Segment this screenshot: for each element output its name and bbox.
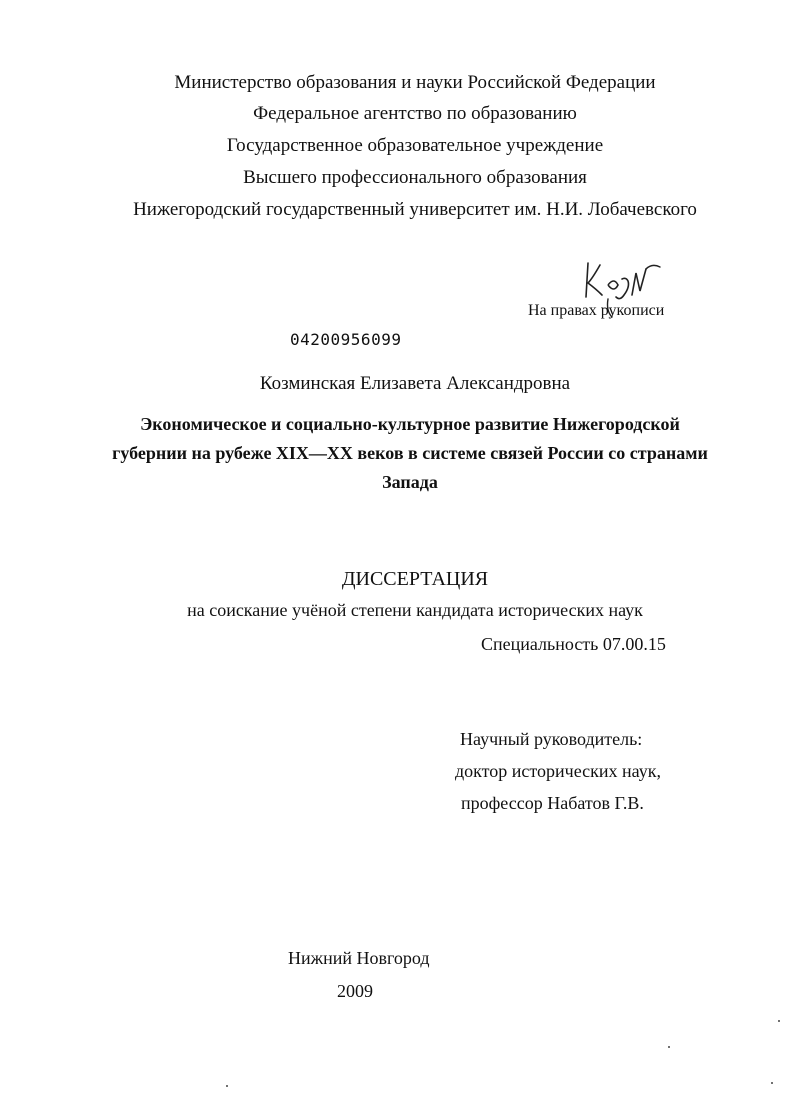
specialty-line: Специальность 07.00.15 xyxy=(481,634,666,654)
advisor-label: Научный руководитель: xyxy=(460,729,643,749)
catalog-number: 04200956099 xyxy=(290,330,402,349)
author-name: Козминская Елизавета Александровна xyxy=(259,373,571,394)
scan-speck xyxy=(778,1020,780,1022)
education-level-line: Высшего профессионального образования xyxy=(243,167,587,188)
scan-speck xyxy=(771,1082,773,1084)
scan-speck xyxy=(668,1046,670,1048)
rights-note: На правах рукописи xyxy=(528,302,665,319)
year: 2009 xyxy=(337,981,373,1001)
city: Нижний Новгород xyxy=(288,948,430,968)
thesis-title: Экономическое и социально-культурное развитие Нижегородской губернии на рубеже XIX—XX веков в системе связей России со странами Запада xyxy=(112,414,708,492)
university-line: Нижегородский государственный университет им. Н.И. Лобачевского xyxy=(133,199,697,220)
document-type: ДИССЕРТАЦИЯ xyxy=(341,568,489,590)
institution-type-line: Государственное образовательное учреждение xyxy=(226,135,604,156)
advisor-degree: доктор исторических наук, xyxy=(455,761,661,781)
ministry-line: Министерство образования и науки Российской Федерации xyxy=(174,72,656,93)
advisor-name: профессор Набатов Г.В. xyxy=(461,793,644,813)
degree-line: на соискание учёной степени кандидата исторических наук xyxy=(187,600,643,620)
agency-line: Федеральное агентство по образованию xyxy=(253,103,577,124)
scan-speck xyxy=(226,1085,228,1087)
